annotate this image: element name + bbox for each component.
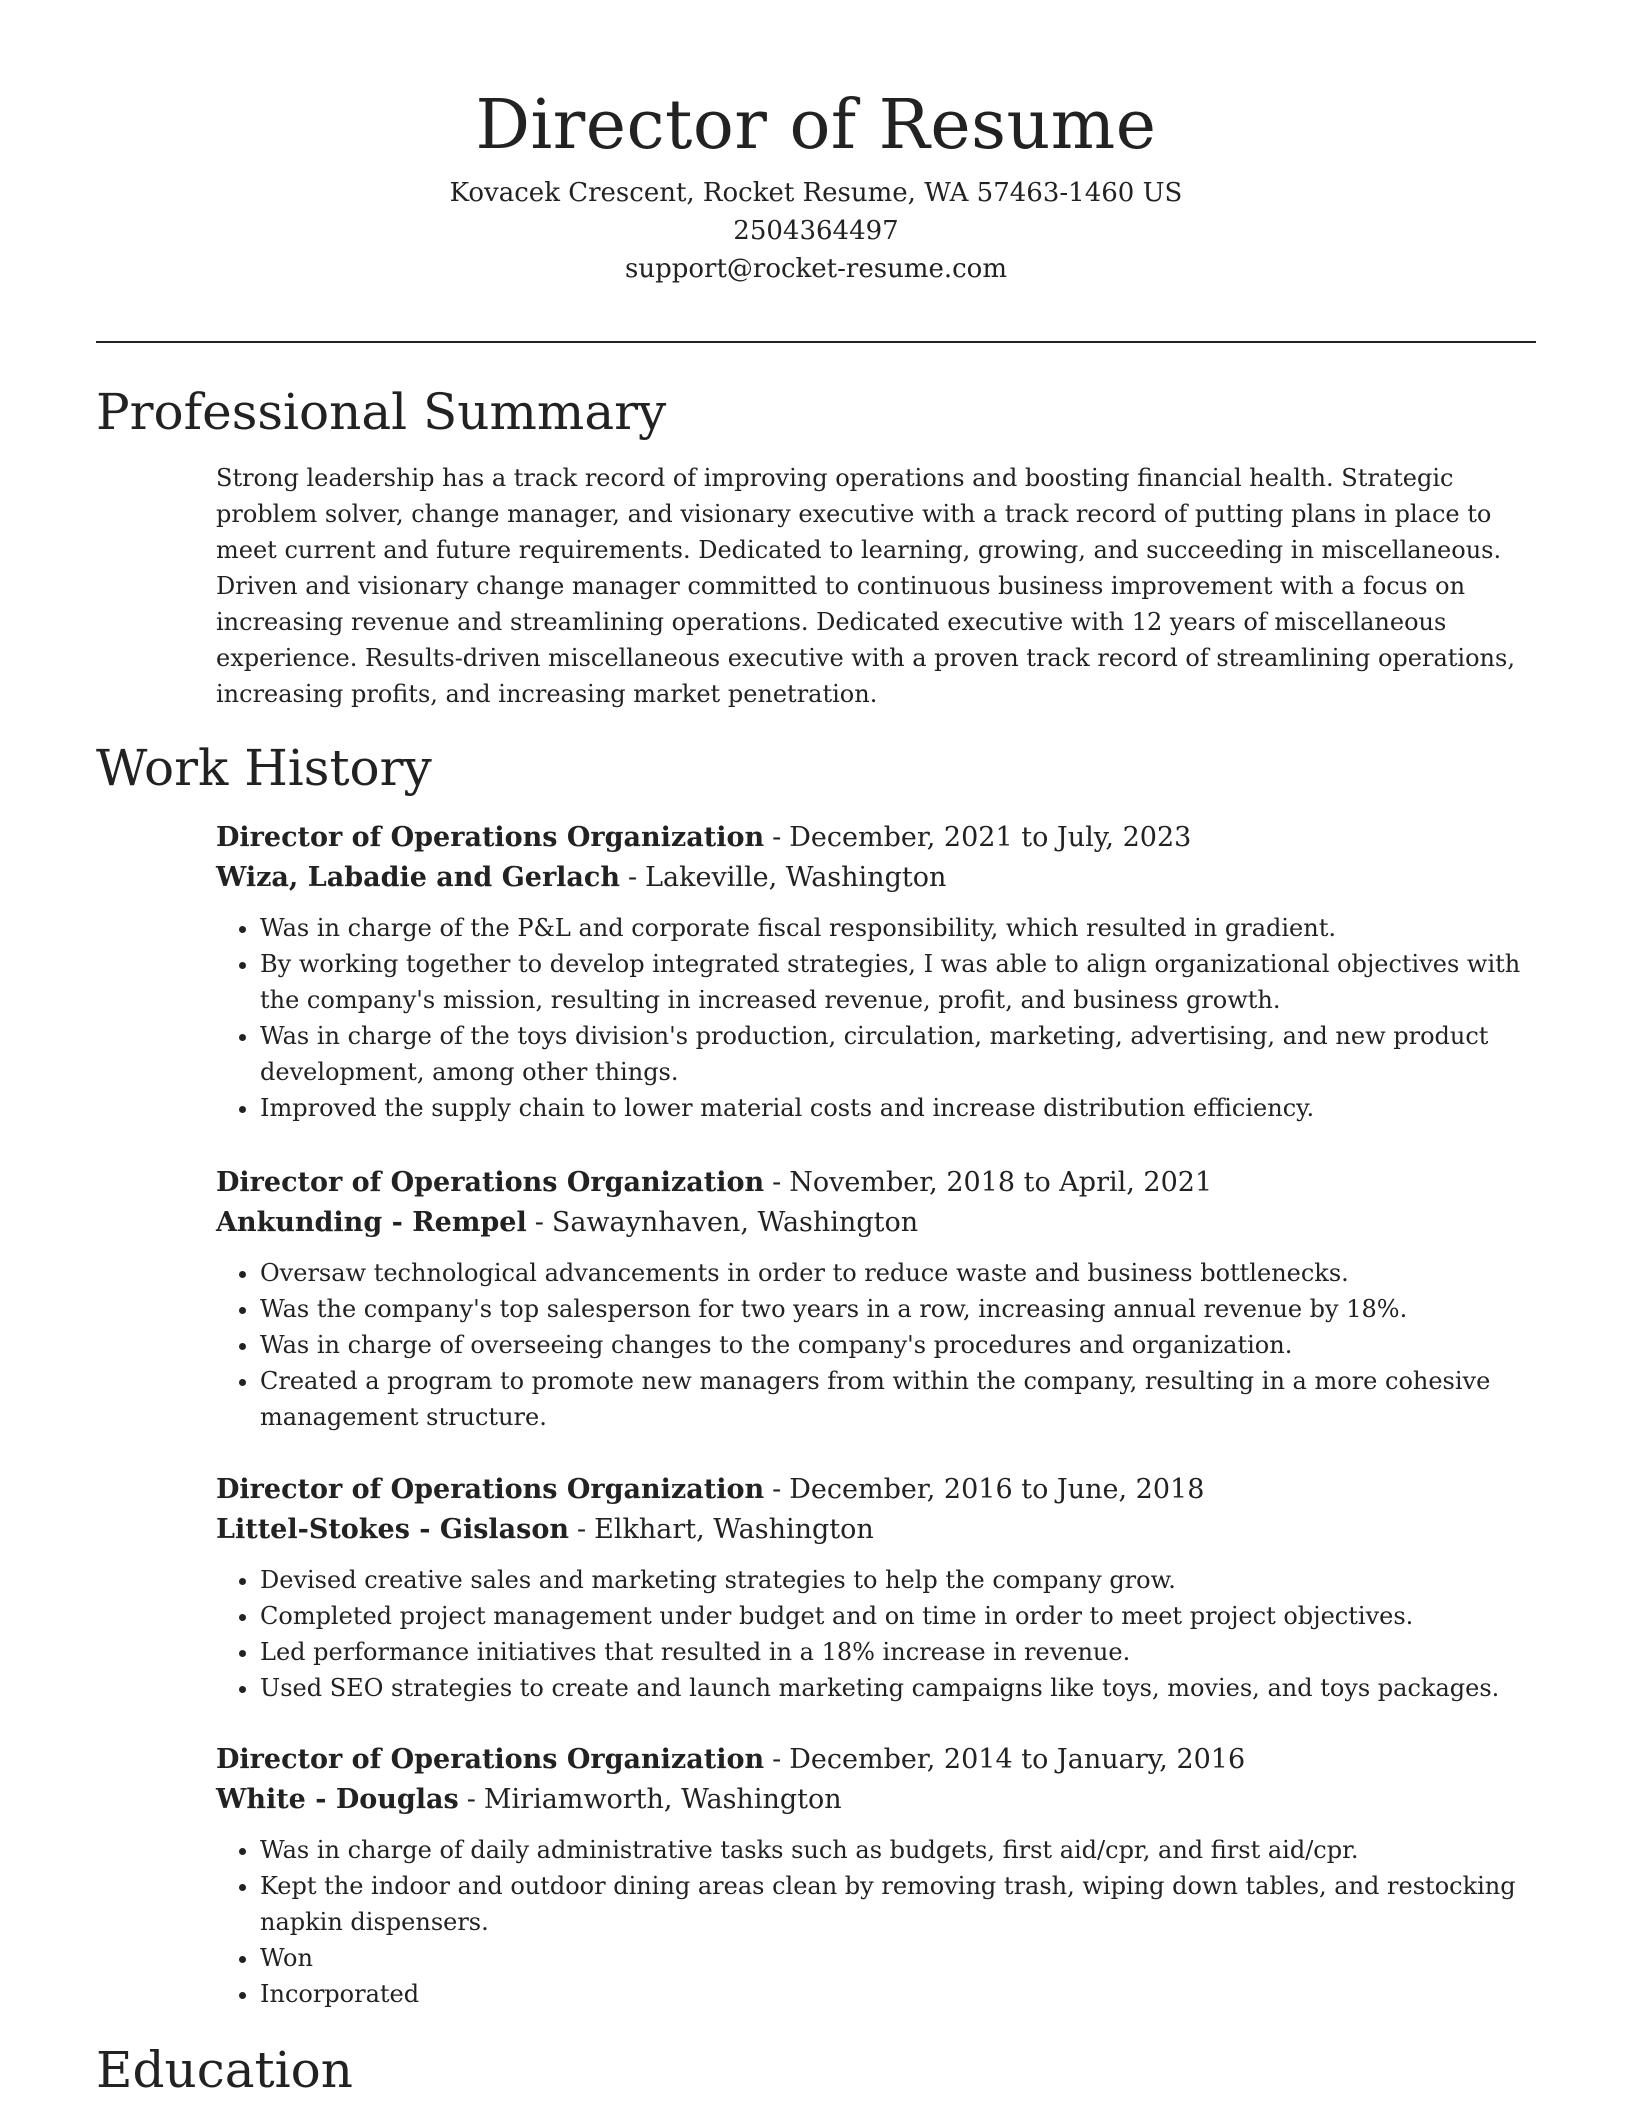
job-company-line: Wiza, Labadie and Gerlach - Lakeville, Washington [216, 862, 947, 893]
email: support@rocket-resume.com [624, 254, 1007, 284]
job-bullet: • Completed project management under budget and on time in order to meet project objectives. [260, 1598, 1536, 1634]
job-company: Wiza, Labadie and Gerlach [216, 862, 620, 893]
job-position: Director of Operations Organization [216, 1744, 765, 1775]
job-bullet: • By working together to develop integrated strategies, I was able to align organizational objectives with the company's mission, resulting in increased revenue, profit, and business growth. [260, 946, 1536, 1018]
job-location: Lakeville, Washington [645, 862, 947, 893]
job-entry [216, 1163, 1536, 1435]
job-company: Ankunding - Rempel [216, 1207, 527, 1238]
job-bullet: • Created a program to promote new managers from within the company, resulting in a more cohesive management structure. [260, 1363, 1536, 1435]
job-company-line: Littel-Stokes - Gislason - Elkhart, Washington [216, 1514, 874, 1545]
job-dates: December, 2021 to July, 2023 [789, 822, 1192, 853]
job-entry [216, 1470, 1536, 1706]
job-company-line: Ankunding - Rempel - Sawaynhaven, Washington [216, 1207, 919, 1238]
job-bullet: • Used SEO strategies to create and launch marketing campaigns like toys, movies, and toys packages. [260, 1670, 1536, 1706]
job-bullet: • Was in charge of the toys division's production, circulation, marketing, advertising, and new product development, among other things. [260, 1018, 1536, 1090]
job-title-line: Director of Operations Organization - November, 2018 to April, 2021 [216, 1167, 1213, 1198]
job-bullet: • Devised creative sales and marketing strategies to help the company grow. [260, 1562, 1536, 1598]
resume-name: Director of Resume [475, 86, 1157, 165]
job-company: Littel-Stokes - Gislason [216, 1514, 570, 1545]
job-title-line: Director of Operations Organization - December, 2016 to June, 2018 [216, 1474, 1205, 1505]
job-bullet: • Was in charge of daily administrative tasks such as budgets, first aid/cpr, and first aid/cpr. [260, 1832, 1536, 1868]
job-position: Director of Operations Organization [216, 822, 765, 853]
job-bullets [216, 1562, 1536, 1706]
job-bullet: • Was in charge of overseeing changes to the company's procedures and organization. [260, 1327, 1536, 1363]
job-company: White - Douglas [216, 1784, 459, 1815]
address: Kovacek Crescent, Rocket Resume, WA 57463-1460 US [449, 178, 1183, 208]
job-entry [216, 1740, 1536, 2012]
job-title-line: Director of Operations Organization - December, 2014 to January, 2016 [216, 1744, 1246, 1775]
phone: 2504364497 [733, 216, 899, 246]
job-bullet: • Led performance initiatives that resulted in a 18% increase in revenue. [260, 1634, 1536, 1670]
job-location: Elkhart, Washington [594, 1514, 874, 1545]
job-bullet: • Was the company's top salesperson for two years in a row, increasing annual revenue by 18%. [260, 1291, 1536, 1327]
job-bullets [216, 1832, 1536, 2012]
resume-header [96, 78, 1536, 288]
job-location: Miriamworth, Washington [483, 1784, 842, 1815]
job-bullets [216, 910, 1536, 1126]
job-bullet: • Incorporated [260, 1976, 1536, 2012]
job-position: Director of Operations Organization [216, 1167, 765, 1198]
job-dates: November, 2018 to April, 2021 [789, 1167, 1213, 1198]
section-title-education: Education [96, 2041, 353, 2099]
summary-text: Strong leadership has a track record of improving operations and boosting financial health. Strategic problem solver, change manager, and visionary executive with a track record of putting plans in place to meet current and future requirements. Dedicated to learning, growing, and succeeding in miscellaneous. Driven and visionary change manager committed to continuous business improvement with a focus on increasing revenue and streamlining operations. Dedicated executive with 12 years of miscellaneous experience. Results-driven miscellaneous executive with a proven track record of streamlining operations, increasing profits, and increasing market penetration. [216, 464, 1515, 708]
job-bullet: • Improved the supply chain to lower material costs and increase distribution efficiency. [260, 1090, 1536, 1126]
job-bullet: • Was in charge of the P&L and corporate fiscal responsibility, which resulted in gradient. [260, 910, 1536, 946]
job-company-line: White - Douglas - Miriamworth, Washington [216, 1784, 842, 1815]
section-title-summary: Professional Summary [96, 383, 667, 441]
job-bullet: • Oversaw technological advancements in order to reduce waste and business bottlenecks. [260, 1255, 1536, 1291]
job-location: Sawaynhaven, Washington [551, 1207, 919, 1238]
contact-info [96, 174, 1536, 288]
job-title-line: Director of Operations Organization - December, 2021 to July, 2023 [216, 822, 1192, 853]
job-dates: December, 2016 to June, 2018 [789, 1474, 1205, 1505]
section-title-work-history: Work History [96, 739, 432, 797]
job-bullet: • Kept the indoor and outdoor dining areas clean by removing trash, wiping down tables, and restocking napkin dispensers. [260, 1868, 1536, 1940]
header-divider [96, 341, 1536, 343]
job-bullet: • Won [260, 1940, 1536, 1976]
job-position: Director of Operations Organization [216, 1474, 765, 1505]
job-bullets [216, 1255, 1536, 1435]
job-dates: December, 2014 to January, 2016 [789, 1744, 1246, 1775]
job-entry [216, 818, 1536, 1126]
